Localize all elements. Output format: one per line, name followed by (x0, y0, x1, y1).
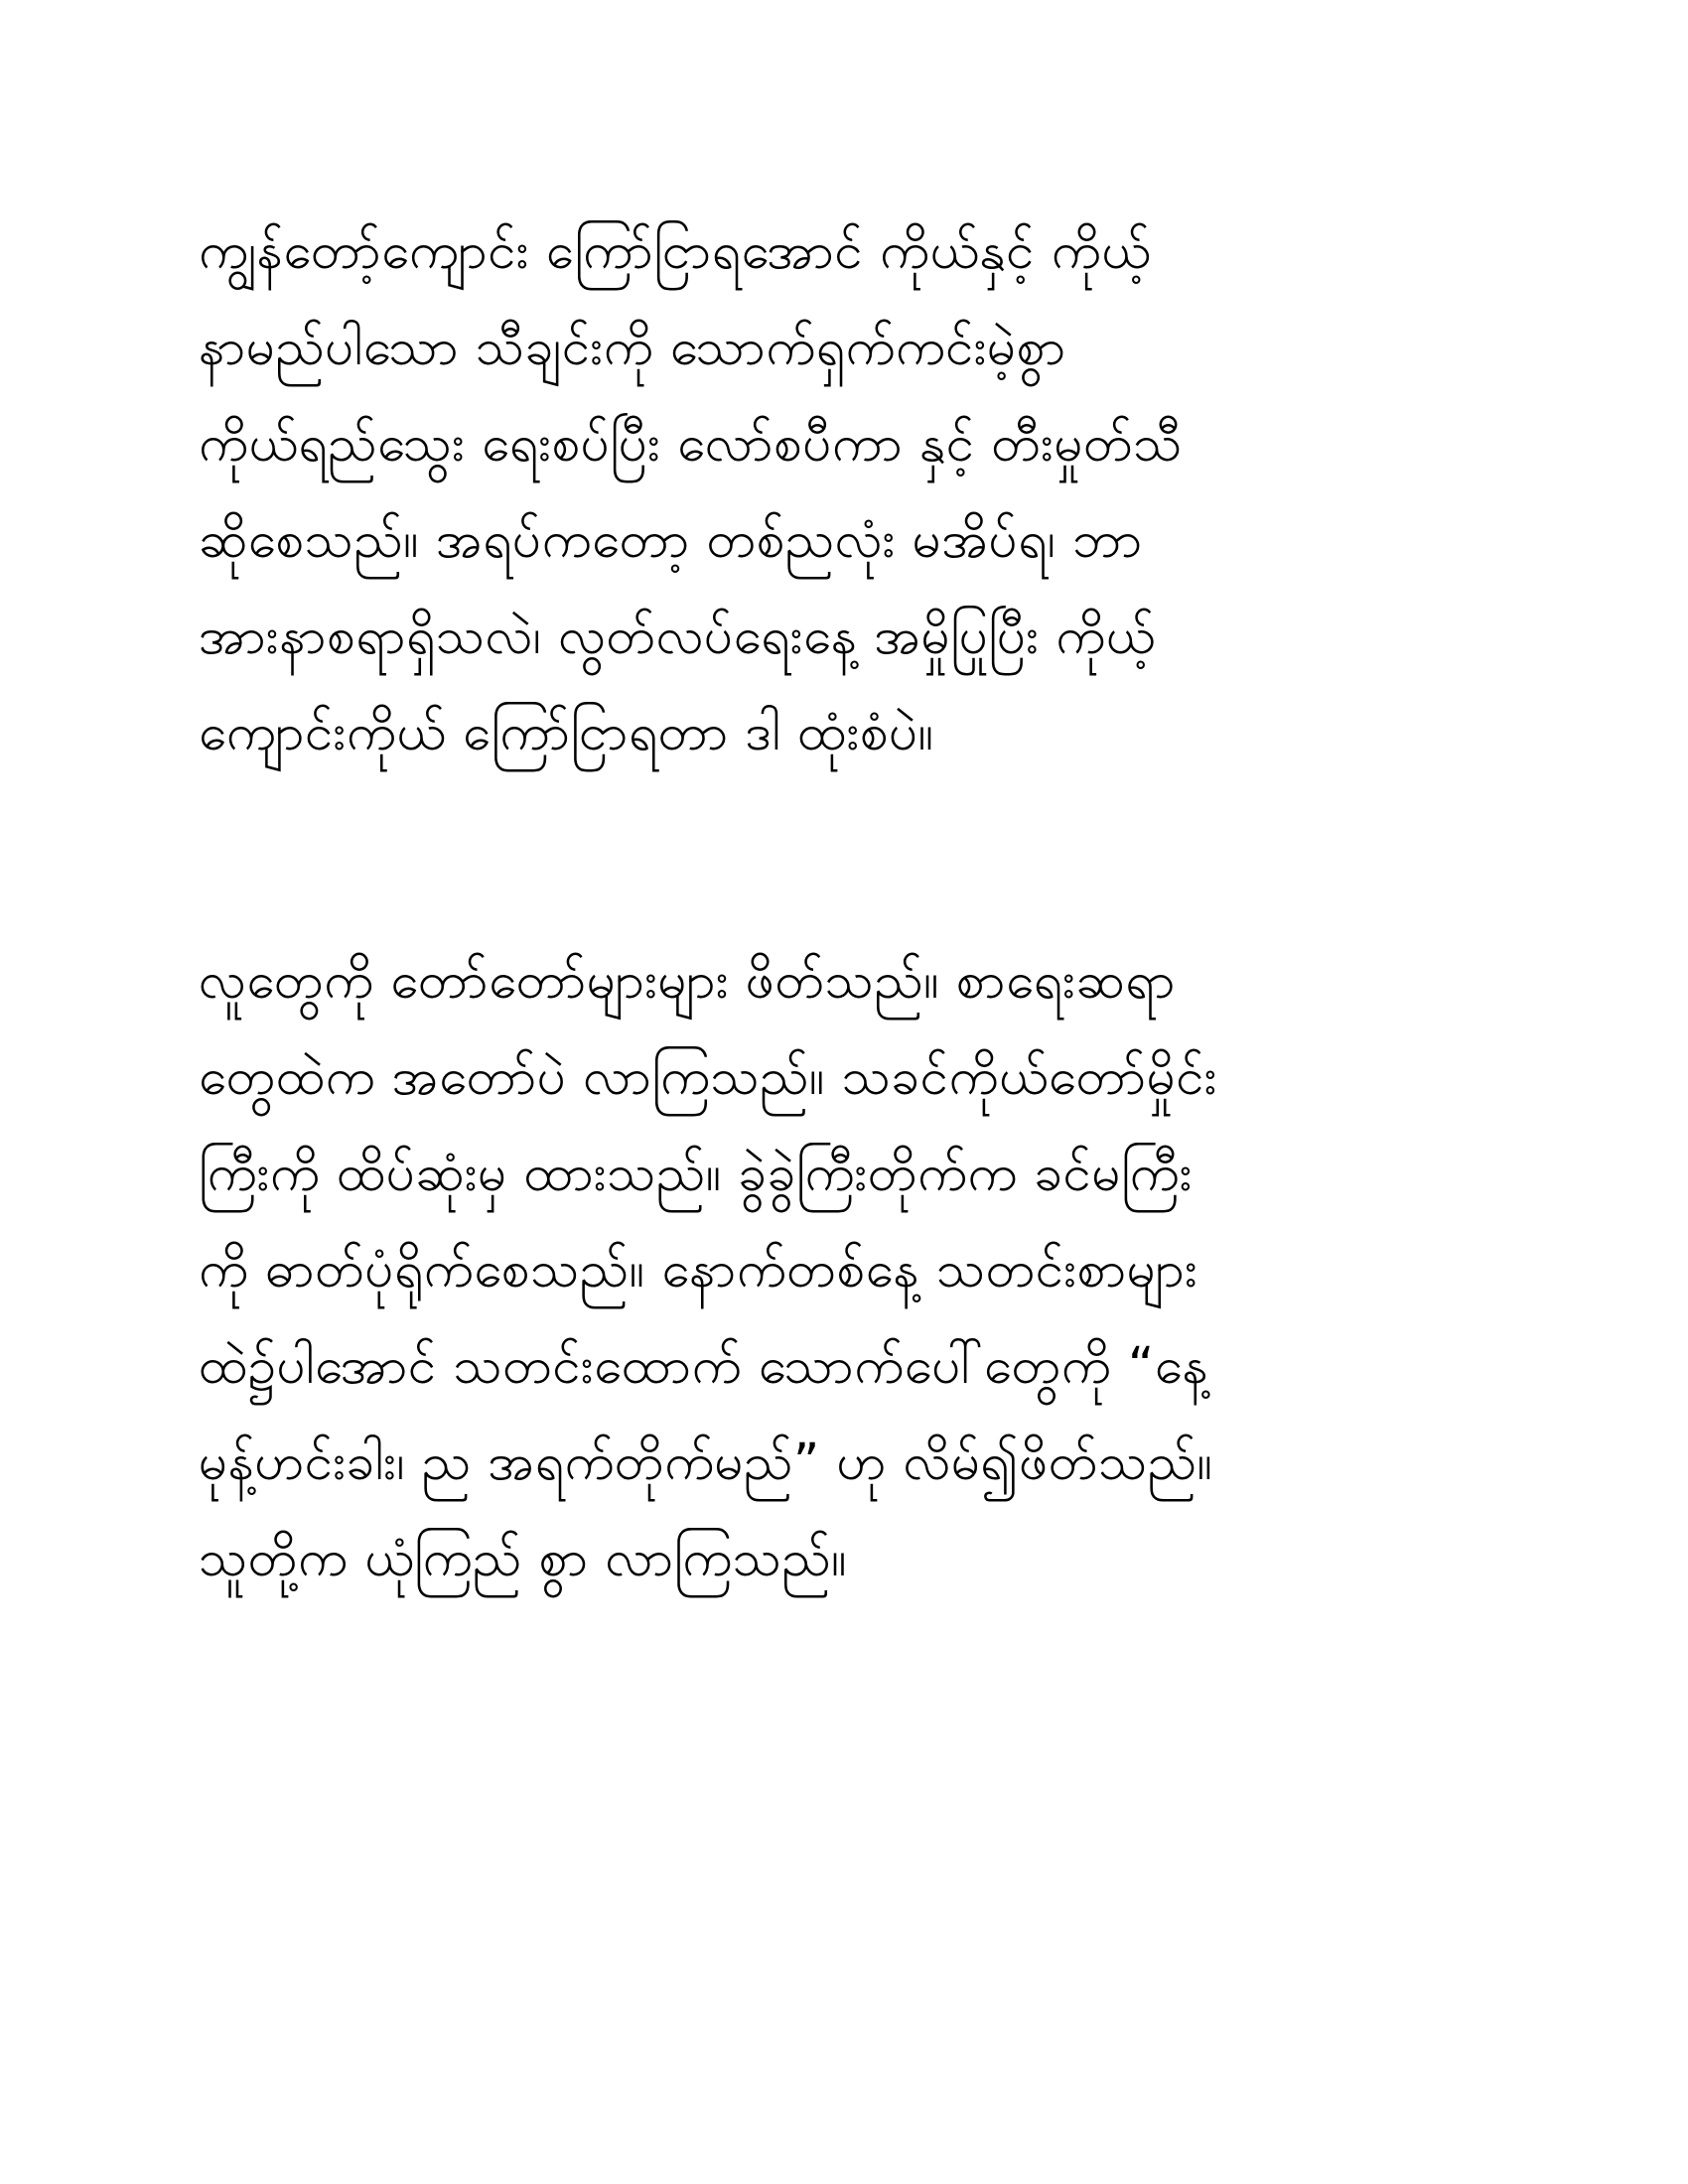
paragraph-line: တွေထဲက အတော်ပဲ လာကြသည်။ သခင်ကိုယ်တော်မှိုင်း (199, 1048, 1218, 1107)
paragraph-line: ဆိုစေသည်။ အရပ်ကတော့ တစ်ညလုံး မအိပ်ရ၊ ဘာ (199, 511, 1143, 570)
paragraph-line: ကျောင်းကိုယ် ကြော်ငြာရတာ ဒါ ထုံးစံပဲ။ (199, 704, 934, 762)
paragraph-line: ကြီးကို ထိပ်ဆုံးမှ ထားသည်။ ခွဲခွဲကြီးတိုက်က ခင်မကြီး (199, 1145, 1194, 1203)
paragraph-line: မုန့်ဟင်းခါး၊ ည အရက်တိုက်မည်” ဟု လိမ်၍ဖိတ်သည်။ (199, 1433, 1213, 1492)
paragraph-line: ကိုယ်ရည်သွေး ရေးစပ်ပြီး လော်စပီကာ နှင့် တီးမှုတ်သီ (199, 415, 1184, 474)
paragraph-line: သူတို့က ယုံကြည် စွာ လာကြသည်။ (199, 1530, 848, 1588)
paragraph-2 (199, 933, 1489, 1607)
paragraph-line: ထဲ၌ပါအောင် သတင်းထောက် သောက်ပေါ်တွေကို “နေ့ (199, 1337, 1209, 1396)
paragraph-line: လူတွေကို တော်တော်များများ ဖိတ်သည်။ စာရေးဆရာ (199, 952, 1177, 1011)
paragraph-line: ကျွန်တော့်ကျောင်း ကြော်ငြာရအောင် ကိုယ်နှင့် ကိုယ့် (199, 222, 1152, 281)
paragraph-line: နာမည်ပါသော သီချင်းကို သောက်ရှက်ကင်းမဲ့စွာ (199, 319, 1066, 377)
paragraph-line: အားနာစရာရှိသလဲ၊ လွတ်လပ်ရေးနေ့ အမှိုပြုပြီး ကိုယ့် (199, 608, 1156, 666)
paragraph-line: ကို ဓာတ်ပုံရိုက်စေသည်။ နောက်တစ်နေ့ သတင်းစာများ (199, 1241, 1198, 1299)
paragraph-1 (199, 204, 1489, 781)
